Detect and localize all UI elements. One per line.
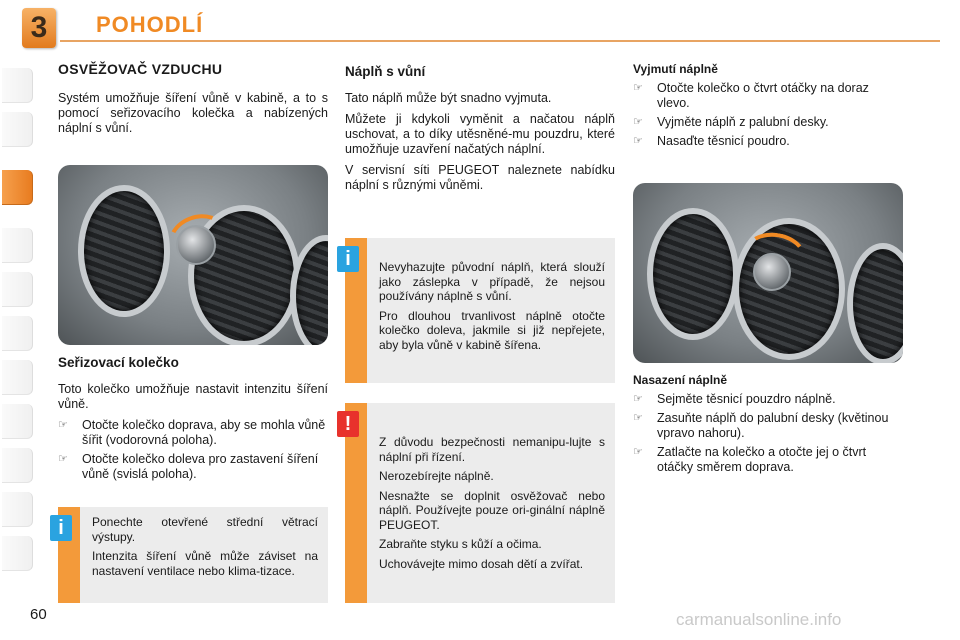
side-tab-5[interactable] [2,272,33,307]
vent-left-image [647,208,739,340]
list-item: ☞ Nasaďte těsnicí poudro. [633,134,790,148]
pointing-hand-icon: ☞ [633,116,643,128]
column-remove-refill [633,62,905,153]
section-heading-remove: Vyjmutí náplně [633,62,718,76]
pointing-hand-icon: ☞ [633,393,643,405]
info-text: Intenzita šíření vůně může záviset na nastavení ventilace nebo klima-tizace. [92,549,318,578]
warning-text: Nesnažte se doplnit osvěžovač nebo náplň. Používejte pouze ori-ginální náplně PEUGEOT. [379,488,605,532]
column-adjuster [58,355,328,486]
info-text: Nevyhazujte původní náplň, která slouží jako záslepka v případě, že nejsou používány náplně s vůní. [379,260,605,303]
page-number: 60 [30,606,47,623]
header-divider [60,40,940,42]
side-tab-8[interactable] [2,404,33,439]
chapter-number-badge: 3 [22,8,56,48]
column-refill [345,62,615,199]
side-tab-11[interactable] [2,536,33,571]
list-item: ☞ Sejměte těsnicí pouzdro náplně. [633,392,836,406]
watermark: carmanualsonline.info [676,610,842,629]
pointing-hand-icon: ☞ [633,412,643,424]
list-item: ☞ Zasuňte náplň do palubní desky (květinou vpravo nahoru). [633,411,889,440]
adjuster-bullets [58,418,328,482]
warning-text: Nerozebírejte náplně. [379,469,494,483]
refill-paragraph: V servisní síti PEUGEOT naleznete nabídku náplní s různými vůněmi. [345,163,615,192]
side-tab-1[interactable] [2,68,33,103]
remove-bullets [633,81,905,149]
section-heading-refill: Náplň s vůní [345,64,426,79]
section-heading-adjuster: Seřizovací kolečko [58,355,179,370]
side-tab-2[interactable] [2,112,33,147]
page-header [0,0,960,52]
chapter-side-tabs [0,60,38,580]
info-icon: i [50,515,72,541]
refill-paragraph: Tato náplň může být snadno vyjmuta. [345,91,552,105]
column-insert-refill [633,373,905,479]
list-item: ☞ Otočte kolečko doprava, aby se mohla vůně šířit (vodorovná poloha). [58,418,326,447]
side-tab-3-active[interactable] [2,170,33,205]
vent-right-image [847,243,903,363]
pointing-hand-icon: ☞ [58,419,68,431]
insert-bullets [633,392,905,475]
pointing-hand-icon: ☞ [633,135,643,147]
pointing-hand-icon: ☞ [633,82,643,94]
info-box-refill [345,238,615,383]
warning-text: Zabraňte styku s kůží a očima. [379,537,542,551]
chapter-title: POHODLÍ [96,12,204,37]
section-heading-air-freshener: OSVĚŽOVAČ VZDUCHU [58,61,223,77]
intro-paragraph: Systém umožňuje šíření vůně v kabině, a to s pomocí seřizovacího kolečka a nabízených náplní s vůní. [58,91,328,135]
photo-dashboard-refill-insert [633,183,903,363]
section-heading-insert: Nasazení náplně [633,373,728,387]
warning-icon: ! [337,411,359,437]
info-text: Pro dlouhou trvanlivost náplně otočte kolečko doleva, jakmile si již nepřejete, aby byla vůně v kabině šířena. [379,308,605,352]
list-item: ☞ Otočte kolečko o čtvrt otáčky na doraz vlevo. [633,81,869,110]
info-icon: i [337,246,359,272]
info-box-ventilation [58,507,328,603]
vent-left-image [78,185,170,317]
pointing-hand-icon: ☞ [633,446,643,458]
warning-text: Z důvodu bezpečnosti nemanipu-lujte s náplní při řízení. [379,435,605,464]
refill-paragraph: Můžete ji kdykoli vyměnit a načatou náplň uschovat, a to díky utěsněné-mu pouzdru, které umožňuje uzavření načatých náplní. [345,112,615,156]
column-air-freshener [58,62,328,142]
list-item: ☞ Otočte kolečko doleva pro zastavení šíření vůně (svislá poloha). [58,452,319,481]
photo-dashboard-vents-knob [58,165,328,345]
side-tab-9[interactable] [2,448,33,483]
list-item: ☞ Zatlačte na kolečko a otočte jej o čtvrt otáčky směrem doprava. [633,445,867,474]
side-tab-10[interactable] [2,492,33,527]
warning-text: Uchovávejte mimo dosah dětí a zvířat. [379,556,584,571]
pointing-hand-icon: ☞ [58,453,68,465]
side-tab-7[interactable] [2,360,33,395]
adjuster-intro: Toto kolečko umožňuje nastavit intenzitu šíření vůně. [58,382,328,411]
side-tab-6[interactable] [2,316,33,351]
list-item: ☞ Vyjměte náplň z palubní desky. [633,115,829,129]
warning-box-safety [345,403,615,603]
side-tab-4[interactable] [2,228,33,263]
info-text: Ponechte otevřené střední větrací výstupy. [92,515,318,544]
